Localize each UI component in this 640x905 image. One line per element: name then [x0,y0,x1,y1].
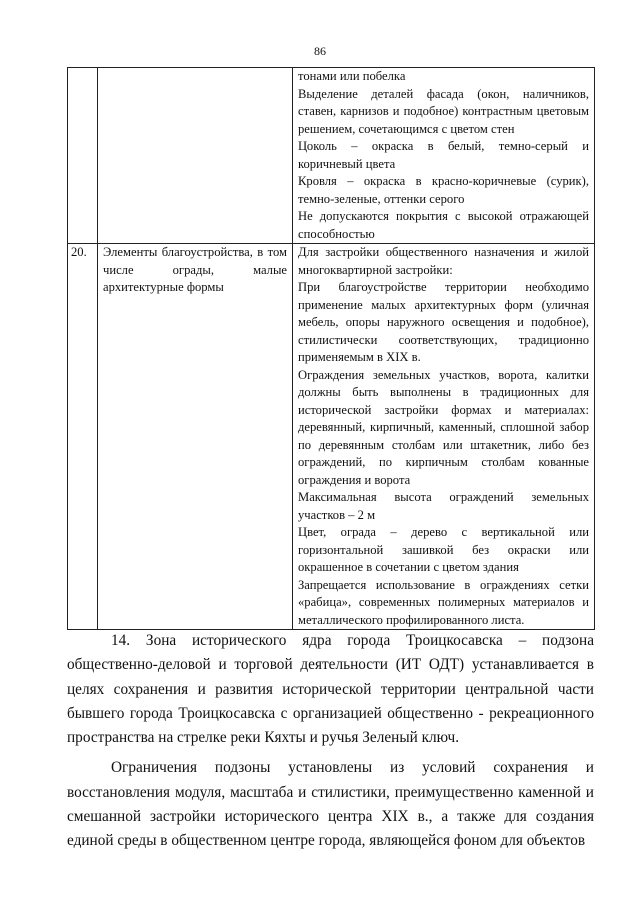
requirement-paragraph: Для застройки общественного назначения и жилой многоквартирной застройки: [298,245,589,277]
body-paragraph: Ограничения подзоны установлены из условий сохранения и восстановления модуля, масштаба и стилистики, преимущественно каменной и смешанной застройки исторического центра XIX в., а также для создания единой среды в общественном центре города, являющейся фоном для объектов [67,759,594,850]
row-number-cell: 20. [68,244,98,630]
requirement-paragraph: тонами или побелка [298,69,406,83]
requirements-cell [293,244,595,630]
body-paragraph: 14. Зона исторического ядра города Троицкосавска – подзона общественно-деловой и торговой деятельности (ИТ ОДТ) устанавливается в целях сохранения и развития исторической территории центральной части бывшего города Троицкосавска с организацией общественно - рекреационного пространства на стрелке реки Кяхты и ручья Зеленый ключ. [67,632,594,747]
body-text [67,629,594,860]
requirement-paragraph: Запрещается использование в ограждениях сетки «рабица», современных полимерных материалов и металлического профилированного листа. [298,577,589,627]
table-row [68,68,595,244]
requirement-paragraph: При благоустройстве территории необходимо применение малых архитектурных форм (уличная мебель, опоры наружного освещения и подобное), стилистически соответствующих, традиционно применяемым в XIX в. [298,280,589,364]
page-number: 86 [314,44,326,58]
requirement-paragraph: Кровля – окраска в красно-коричневые (сурик), темно-зеленые, оттенки серого [298,174,589,206]
requirement-paragraph: Максимальная высота ограждений земельных участков – 2 м [298,490,589,522]
regulations-table [67,67,595,630]
requirement-paragraph: Ограждения земельных участков, ворота, калитки должны быть выполнены в традиционных для исторической застройки формах и материалах: деревянный, кирпичный, каменный, сплошной забор по деревянным столбам или штакетник, либо без ограждений, по кирпичным столбам кованные ограждения и ворота [298,367,589,487]
requirements-cell [293,68,595,244]
element-name-cell [98,68,293,244]
row-number-cell [68,68,98,244]
requirement-paragraph: Выделение деталей фасада (окон, наличников, ставен, карнизов и подобное) контрастным цветовым решением, сочетающимся с цветом стен [298,86,589,136]
element-name-cell: Элементы благоустройства, в том числе ограды, малые архитектурные формы [98,244,293,630]
requirement-paragraph: Цвет, ограда – дерево с вертикальной или горизонтальной зашивкой без окраски или окрашенное в сочетании с цветом здания [298,525,589,574]
requirement-paragraph: Цоколь – окраска в белый, темно-серый и коричневый цвета [298,139,589,171]
requirement-paragraph: Не допускаются покрытия с высокой отражающей способностью [298,209,589,241]
table-row [68,244,595,630]
